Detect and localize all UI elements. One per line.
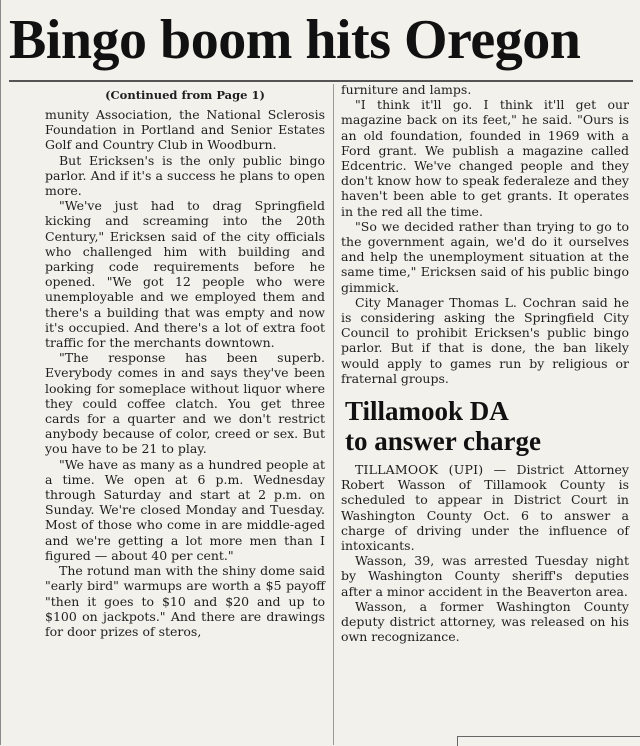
- dateline: TILLAMOOK (UPI) —: [355, 462, 507, 478]
- second-story-lead: [341, 462, 629, 553]
- left-column: [45, 82, 325, 745]
- second-story-headline: [345, 396, 629, 456]
- column-divider: [333, 84, 334, 745]
- lead-text: District Attorney Robert Wasson of Tillamook County is scheduled to appear in District Court in Washington County Oct. 6 to answer a charge of driving under the influence of intoxicants.: [341, 462, 629, 554]
- paragraph: "So we decided rather than trying to go to the government again, we'd do it ourselves and help the unemployment situation at the same time," Ericksen said of his public bingo gimmick.: [341, 218, 629, 295]
- paragraph: But Ericksen's is the only public bingo parlor. And if it's a success he plans to open more.: [45, 152, 325, 199]
- right-column: [341, 82, 629, 745]
- second-story-headline-line-1: Tillamook DA: [345, 396, 509, 427]
- paragraph: munity Association, the National Sclerosis Foundation in Portland and Senior Estates Golf and Country Club in Woodburn.: [45, 107, 325, 153]
- second-story-headline-line-2: to answer charge: [345, 426, 541, 457]
- paragraph: Wasson, a former Washington County deputy district attorney, was released on his own recognizance.: [341, 598, 629, 645]
- headline: Bingo boom hits Oregon: [9, 9, 581, 71]
- paragraph: "We have as many as a hundred people at a time. We open at 6 p.m. Wednesday through Saturday and start at 2 p.m. on Sunday. We're closed Monday and Tuesday. Most of those who come in are middle-aged and we're getting a lot more men than I figured — about 40 per cent.": [45, 456, 325, 563]
- paragraph: The rotund man with the shiny dome said "early bird" warmups are worth a $5 payoff "then it goes to $10 and $20 and up to $100 on jackpots." And there are drawings for door prizes of steros,: [45, 563, 325, 639]
- jump-line: (Continued from Page 1): [105, 88, 265, 102]
- paragraph: "I think it'll go. I think it'll get our magazine back on its feet," he said. "Ours is an old foundation, founded in 1969 with a Ford grant. We publish a magazine called Edcentric. We've changed people and they don't know how to speak federaleze and they haven't been able to get grants. It operates in the red all the time.: [341, 97, 629, 219]
- paragraph: Wasson, 39, was arrested Tuesday night by Washington County sheriff's deputies after a minor accident in the Beaverton area.: [341, 553, 629, 599]
- paragraph: City Manager Thomas L. Cochran said he is considering asking the Springfield City Council to prohibit Ericksen's public bingo parlor. But if that is done, the ban likely would apply to games run by religious or fraternal groups.: [341, 294, 629, 386]
- paragraph: "The response has been superb. Everybody comes in and says they've been looking for someplace without liquor where they could coffee clatch. You get three cards for a quarter and we don't restrict anybody because of color, creed or sex. But you have to be 21 to play.: [45, 350, 325, 457]
- paragraph: furniture and lamps.: [341, 82, 472, 97]
- paragraph: "We've just had to drag Springfield kicking and screaming into the 20th Century," Ericksen said of the city officials who challenged him with building and parking code requirements before he opened. "We got 12 people who were unemployable and we employed them and there's a building that was empty and now it's occupied. And there's a lot of extra foot traffic for the merchants downtown.: [45, 198, 325, 351]
